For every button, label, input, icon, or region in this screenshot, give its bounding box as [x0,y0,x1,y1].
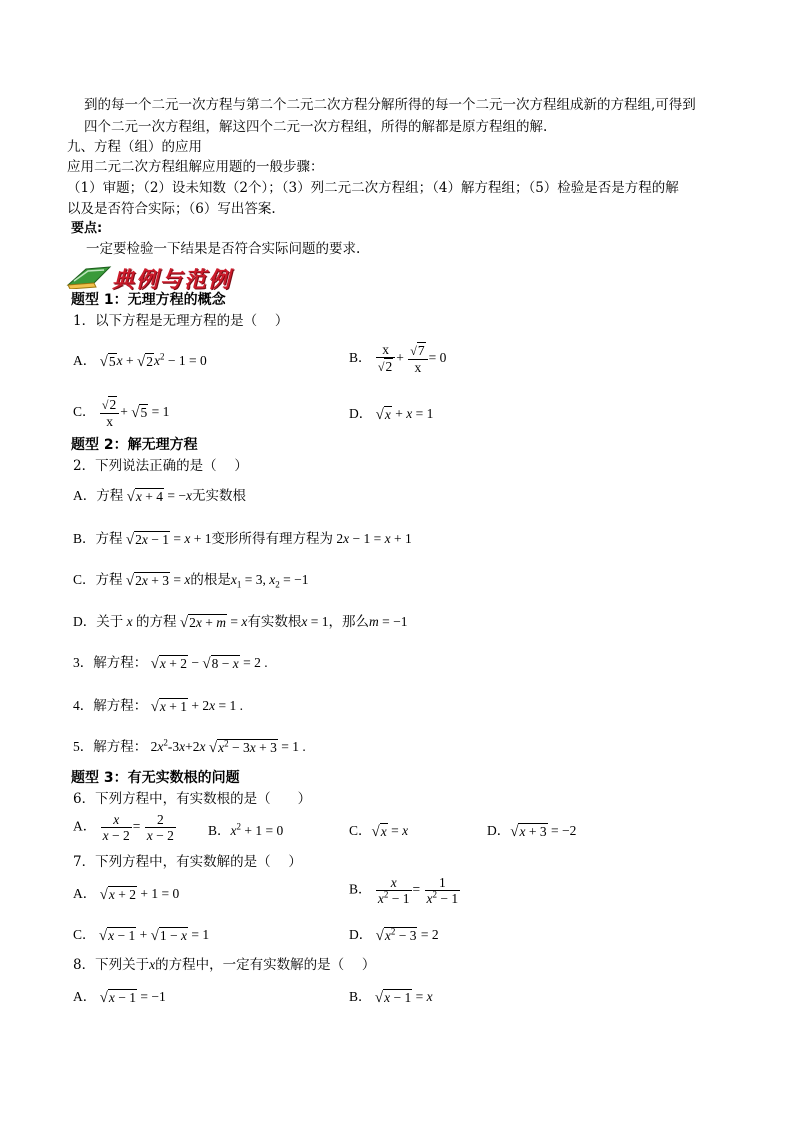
banner-title: 典例与范例 [112,267,233,293]
q1-option-c: C． $\frac{√2}{x}$ + √5 = 1 [73,397,170,430]
q8-option-a: A． √x − 1 = −1 [73,989,166,1006]
intro-line-1: 到的每一个二元一次方程与第二个二元二次方程分解所得的每一个二元一次方程组成新的方程组,可得到 [84,97,696,113]
q7-option-c: C． √x − 1 + √1 − x = 1 [73,927,210,944]
intro-line-2: 四个二元一次方程组，解这四个二元一次方程组，所得的解都是原方程组的解. [84,119,548,135]
q6-option-c: C．√x = x [349,823,409,840]
type-1-heading: 题型 1：无理方程的概念 [71,292,226,308]
type-3-heading: 题型 3：有无实数根的问题 [71,770,240,786]
question-8: 8．下列关于x的方程中，一定有实数解的是（ ） [73,957,376,973]
question-3: 3．解方程： √x + 2 − √8 − x = 2 . [73,655,268,672]
key-points-text: 一定要检验一下结果是否符合实际问题的要求. [86,241,361,257]
key-points-label: 要点: [71,221,103,236]
q6-option-d: D．√x + 3 = −2 [487,823,577,840]
q7-option-b: B． $\frac{x}{x^2 - 1}$ = $\frac{1}{x^2 - 1}$ [349,875,459,906]
question-2: 2．下列说法正确的是（ ） [73,458,248,474]
q1-option-a: A． $√5x + √2x^2 - 1 = 0$ [73,351,207,370]
section-9-line-2: （1）审题；（2）设未知数（2个）；（3）列二元二次方程组；（4）解方程组；（5）检验是否是方程的解 [67,180,679,196]
section-9-line-1: 应用二元二次方程组解应用题的一般步骤： [67,159,324,175]
q2-option-c: C．方程 √2x + 3 = x的根是$x_1 = 3$, $x_2 = -1$ [73,572,309,590]
example-banner [66,263,256,293]
q6-option-b: B．$x^2 + 1 = 0$ [208,821,284,838]
question-1: 1．以下方程是无理方程的是（ ） [73,313,289,329]
question-5: 5．解方程： $2x^2-3x+2x$ $√x^2 - 3x + 3 = 1$ . [73,737,306,756]
q1-option-d: D． √x + x = 1 [349,406,434,423]
type-2-heading: 题型 2：解无理方程 [71,437,198,453]
section-9-line-3: 以及是否符合实际；（6）写出答案. [67,201,276,217]
q7-option-a: A． √x + 2 + 1 = 0 [73,886,180,903]
q2-option-a: A．方程 √x + 4 = −x无实数根 [73,488,246,505]
q2-option-d: D．关于 x 的方程 √2x + m = x有实数根x = 1，那么m = −1 [73,614,408,631]
book-icon [66,263,114,289]
q1-option-b: B． $\frac{x}{√2}$ + $\frac{√7}{x}$ = 0 [349,342,447,376]
question-6: 6．下列方程中，有实数根的是（ ） [73,791,312,807]
section-9-heading: 九、方程（组）的应用 [67,139,202,155]
question-7: 7．下列方程中，有实数解的是（ ） [73,854,302,870]
q7-option-d: D． $√x^2 - 3 = 2$ [349,926,439,944]
q6-option-a: A． $\frac{x}{x - 2}$ = $\frac{2}{x - 2}$ [73,812,174,843]
question-4: 4．解方程： √x + 1 + 2x = 1 . [73,698,243,715]
q2-option-b: B．方程 √2x − 1 = x + 1变形所得有理方程为 2x − 1 = x + 1 [73,531,412,548]
q8-option-b: B． √x − 1 = x [349,989,433,1006]
